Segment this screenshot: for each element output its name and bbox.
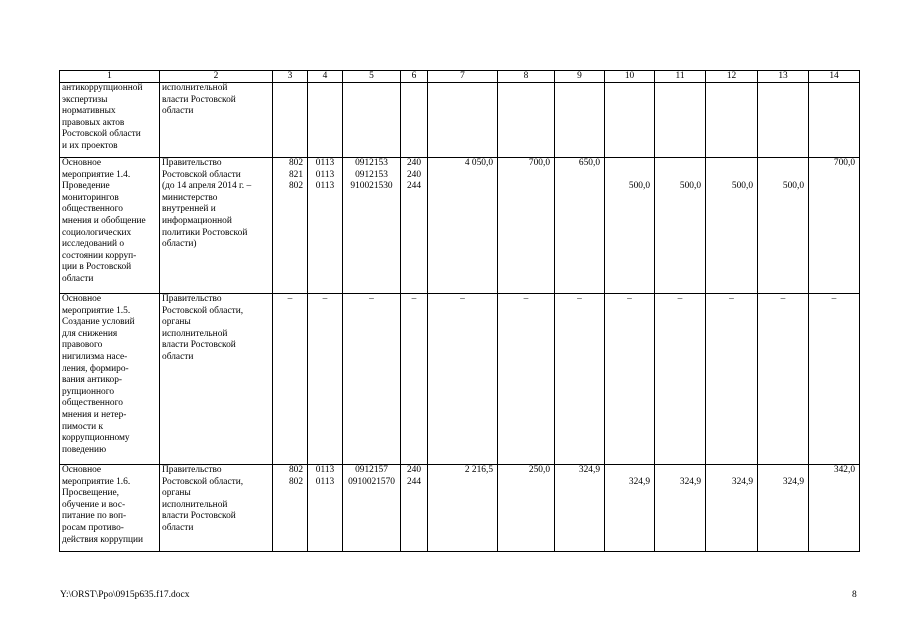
column-number: 10	[605, 71, 655, 83]
column-number: 4	[308, 71, 343, 83]
expense-code: 240	[406, 158, 422, 168]
ministry-code-cell	[273, 158, 308, 294]
column-number-row	[60, 71, 860, 83]
activity-line: Основное	[62, 294, 102, 304]
dash-cell: –	[273, 294, 308, 465]
activity-line: Основное	[62, 465, 102, 475]
empty-cell	[498, 83, 555, 158]
year-value-cell	[758, 465, 809, 552]
activity-line: вания антикор-	[62, 375, 123, 386]
executor-line: министерство	[162, 192, 218, 203]
activity-line: для снижения	[62, 328, 118, 339]
table-row	[60, 83, 860, 158]
activity-line: обучение и вос-	[62, 499, 126, 510]
ministry-code-cell	[273, 465, 308, 552]
empty-cell	[308, 83, 343, 158]
section-code: 0113	[315, 465, 335, 475]
target-code-cell	[343, 158, 401, 294]
executor-line: Правительство	[162, 465, 222, 475]
empty-cell	[758, 83, 809, 158]
activity-line: антикоррупционной	[62, 83, 143, 93]
executor-line: информационной	[162, 215, 232, 226]
activity-line: мнения и нетер-	[62, 409, 127, 420]
activity-line: поведению	[62, 444, 107, 455]
executor-cell	[160, 83, 273, 158]
year-value-cell: 700,0	[498, 158, 555, 294]
table-row	[60, 294, 860, 465]
column-number: 9	[555, 71, 605, 83]
year-value-cell	[655, 465, 706, 552]
activity-line: Ростовской области	[62, 129, 141, 140]
ministry-code: 821	[288, 169, 303, 180]
activity-line: действия коррупции	[62, 534, 144, 545]
section-code-cell	[308, 158, 343, 294]
section-code-cell	[308, 465, 343, 552]
activity-line: общественного	[62, 398, 123, 409]
year-value-cell	[655, 158, 706, 294]
activity-cell	[60, 465, 160, 552]
executor-line: области	[162, 351, 194, 362]
activity-line: правового	[62, 340, 103, 351]
column-number: 7	[428, 71, 498, 83]
dash-cell: –	[809, 294, 860, 465]
dash-cell: –	[605, 294, 655, 465]
column-number: 8	[498, 71, 555, 83]
activity-line: мероприятие 1.6.	[62, 476, 131, 487]
executor-line: политики Ростовской	[162, 227, 248, 238]
year-value-cell	[758, 158, 809, 294]
dash-cell: –	[428, 294, 498, 465]
executor-line: Ростовской области,	[162, 476, 244, 487]
activity-line: Создание условий	[62, 317, 135, 328]
empty-cell	[273, 83, 308, 158]
dash-cell: –	[758, 294, 809, 465]
executor-line: исполнительной	[162, 328, 228, 339]
activity-line: мероприятие 1.5.	[62, 305, 131, 316]
target-code-cell	[343, 465, 401, 552]
executor-line: исполнительной	[162, 83, 228, 93]
executor-cell	[160, 158, 273, 294]
activity-line: общественного	[62, 204, 123, 215]
year-value: 500,0	[679, 181, 701, 191]
activity-line: ции в Ростовской	[62, 262, 132, 273]
section-code: 0113	[315, 476, 335, 487]
activity-line: исследований о	[62, 239, 125, 250]
column-number: 1	[60, 71, 160, 83]
dash-cell: –	[655, 294, 706, 465]
executor-line: внутренней и	[162, 204, 216, 215]
activity-line: нормативных	[62, 106, 116, 117]
total-cell: 4 050,0	[428, 158, 498, 294]
year-value-cell: 650,0	[555, 158, 605, 294]
year-value: 324,9	[782, 476, 804, 487]
executor-line: исполнительной	[162, 499, 228, 510]
total-cell: 2 216,5	[428, 465, 498, 552]
executor-line: Ростовской области	[162, 169, 241, 180]
year-value-cell	[605, 158, 655, 294]
activity-line: мероприятие 1.4.	[62, 169, 131, 180]
year-value: 324,9	[628, 476, 650, 487]
section-code: 0113	[315, 181, 335, 192]
year-value: 500,0	[628, 181, 650, 191]
executor-line: власти Ростовской	[162, 340, 236, 351]
expense-code-cell	[401, 465, 428, 552]
year-value-cell: 342,0	[809, 465, 860, 552]
activity-line: мнения и обобщение	[62, 215, 146, 226]
dash-cell: –	[555, 294, 605, 465]
section-code: 0113	[315, 158, 335, 168]
executor-line: Правительство	[162, 294, 222, 304]
empty-cell	[343, 83, 401, 158]
dash-cell: –	[343, 294, 401, 465]
executor-cell	[160, 294, 273, 465]
target-code: 910021530	[350, 181, 393, 192]
executor-line: власти Ростовской	[162, 94, 236, 105]
activity-line: пимости к	[62, 421, 104, 432]
section-code: 0113	[315, 169, 335, 180]
executor-cell	[160, 465, 273, 552]
executor-line: Правительство	[162, 158, 222, 168]
ministry-code: 802	[288, 476, 303, 487]
empty-cell	[605, 83, 655, 158]
activity-line: и их проектов	[62, 140, 118, 151]
dash-cell: –	[706, 294, 758, 465]
year-value: 500,0	[782, 181, 804, 191]
year-value: 500,0	[731, 181, 753, 191]
ministry-code: 802	[288, 181, 303, 192]
activity-line: рупционного	[62, 386, 115, 397]
activity-line: Просвещение,	[62, 488, 119, 499]
expense-code: 244	[406, 181, 422, 192]
dash-cell: –	[498, 294, 555, 465]
executor-line: области	[162, 106, 194, 117]
empty-cell	[401, 83, 428, 158]
executor-line: области	[162, 522, 194, 533]
activity-line: Основное	[62, 158, 102, 168]
year-value-cell: 250,0	[498, 465, 555, 552]
target-code: 0912157	[355, 465, 388, 475]
activity-line: Проведение	[62, 181, 110, 192]
empty-cell	[428, 83, 498, 158]
target-code: 0912153	[355, 169, 388, 180]
empty-cell	[555, 83, 605, 158]
footer-file-path: Y:\ORST\Ppo\0915p635.f17.docx	[60, 590, 190, 600]
year-value-cell: 700,0	[809, 158, 860, 294]
executor-line: органы	[162, 488, 191, 499]
activity-cell	[60, 294, 160, 465]
column-number: 6	[401, 71, 428, 83]
expense-code: 240	[406, 465, 422, 475]
column-number: 5	[343, 71, 401, 83]
dash-cell: –	[308, 294, 343, 465]
activity-cell	[60, 83, 160, 158]
program-table	[59, 70, 860, 552]
column-number: 14	[809, 71, 860, 83]
expense-code-cell	[401, 158, 428, 294]
ministry-code: 802	[288, 465, 303, 475]
executor-line: (до 14 апреля 2014 г. –	[162, 181, 252, 192]
target-code: 0912153	[355, 158, 388, 168]
executor-line: области)	[162, 239, 197, 250]
expense-code: 240	[406, 169, 422, 180]
column-number: 13	[758, 71, 809, 83]
year-value-cell	[706, 465, 758, 552]
activity-cell	[60, 158, 160, 294]
activity-line: социологических	[62, 227, 132, 238]
executor-line: власти Ростовской	[162, 511, 236, 522]
activity-line: росам противо-	[62, 522, 124, 533]
activity-line: правовых актов	[62, 117, 125, 128]
empty-cell	[706, 83, 758, 158]
activity-line: коррупционному	[62, 433, 130, 444]
year-value: 324,9	[679, 476, 701, 487]
executor-line: Ростовской области,	[162, 305, 244, 316]
year-value: 324,9	[731, 476, 753, 487]
year-value-cell	[706, 158, 758, 294]
year-value-cell: 324,9	[555, 465, 605, 552]
column-number: 12	[706, 71, 758, 83]
activity-line: состоянии корруп-	[62, 250, 137, 261]
activity-line: мониторингов	[62, 192, 119, 203]
column-number: 2	[160, 71, 273, 83]
page-number: 8	[852, 590, 857, 600]
activity-line: питание по воп-	[62, 511, 127, 522]
year-value-cell	[605, 465, 655, 552]
table-row	[60, 158, 860, 294]
table-row	[60, 465, 860, 552]
target-code: 0910021570	[348, 476, 395, 487]
activity-line: области	[62, 273, 94, 284]
column-number: 3	[273, 71, 308, 83]
ministry-code: 802	[288, 158, 303, 168]
empty-cell	[809, 83, 860, 158]
activity-line: нигилизма насе-	[62, 351, 128, 362]
expense-code: 244	[406, 476, 422, 487]
executor-line: органы	[162, 317, 191, 328]
empty-cell	[655, 83, 706, 158]
dash-cell: –	[401, 294, 428, 465]
activity-line: экспертизы	[62, 94, 108, 105]
column-number: 11	[655, 71, 706, 83]
activity-line: ления, формиро-	[62, 363, 129, 374]
